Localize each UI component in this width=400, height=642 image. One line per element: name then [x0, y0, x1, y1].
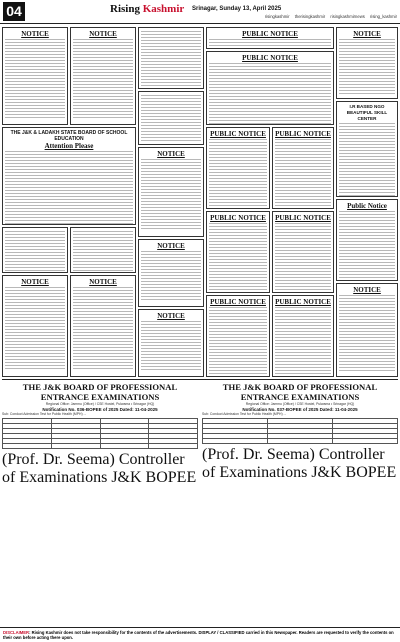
- bopee-address: Regional Office: Jammu (Office) / CSE Hostel, Pulwama • Srinagar (HQ): [245, 402, 355, 406]
- schedule-table: [202, 418, 398, 444]
- notice-title: NOTICE: [21, 29, 49, 38]
- disclaimer-text: Rising Kashmir does not take responsibility for the contents of the advertisements. DISPLAY / CLASSIFIED carried in this Newspaper. Readers are requested to verify the contents on their own before acting there upon.: [3, 630, 394, 640]
- notice-title: NOTICE: [353, 285, 381, 294]
- public-notice: [272, 295, 334, 377]
- public-notice: [206, 127, 270, 209]
- public-notice-title: PUBLIC NOTICE: [210, 213, 266, 222]
- public-notice-title: PUBLIC NOTICE: [242, 29, 298, 38]
- notice-title: NOTICE: [157, 241, 185, 250]
- bopee-notification-right: [202, 382, 398, 623]
- schedule-table: [2, 418, 198, 449]
- disclaimer-label: DISCLAIMER: [3, 630, 30, 635]
- bopee-heading: THE J&K BOARD OF PROFESSIONAL ENTRANCE EXAMINATIONS: [22, 382, 178, 402]
- notice-title: NOTICE: [89, 277, 117, 286]
- skill-center-ad: [336, 101, 398, 197]
- public-notice-title: PUBLIC NOTICE: [275, 129, 331, 138]
- public-notice-title: PUBLIC NOTICE: [275, 297, 331, 306]
- public-notice: [336, 199, 398, 281]
- social-handles: [3, 14, 397, 19]
- public-notice: [206, 295, 270, 377]
- public-notice: [206, 27, 334, 49]
- notice-title: NOTICE: [157, 311, 185, 320]
- classified-notice: [70, 275, 136, 377]
- classified-notice: [70, 227, 136, 273]
- classified-notice: [2, 275, 68, 377]
- public-notice-title: PUBLIC NOTICE: [275, 213, 331, 222]
- classified-notice: [138, 91, 204, 145]
- bopee-subject: Sub: Conduct Admission Test for Public Health (MPH) ...: [202, 412, 287, 416]
- classified-notice: [138, 147, 204, 237]
- classified-notice: [138, 239, 204, 307]
- public-notice-title: PUBLIC NOTICE: [210, 129, 266, 138]
- classified-notice: [70, 27, 136, 125]
- notice-title: NOTICE: [21, 277, 49, 286]
- page-number: 04: [3, 2, 25, 21]
- board-title: THE J&K & LADAKH STATE BOARD OF SCHOOL EDUCATION: [10, 129, 128, 142]
- public-notice: [272, 211, 334, 293]
- brand-prefix: Rising: [110, 3, 140, 15]
- bopee-subject: Sub: Conduct Admission Test for Public Health (MPH) ...: [2, 412, 87, 416]
- social-handle: risingkashmirnews: [330, 14, 365, 19]
- public-notice-title: Public Notice: [347, 201, 387, 210]
- classified-notice: [336, 27, 398, 99]
- bopee-notification-left: [2, 382, 198, 623]
- controller-signature: (Prof. Dr. Seema) Controller of Examinations J&K BOPEE: [202, 446, 397, 481]
- public-notice: [272, 127, 334, 209]
- notification-number: Notification No. 037-BOPEE of 2025 Dated: 11-04-2025: [242, 407, 358, 412]
- classified-notice: [2, 27, 68, 125]
- bopee-heading: THE J&K BOARD OF PROFESSIONAL ENTRANCE EXAMINATIONS: [222, 382, 378, 402]
- social-handle: rising_kashmir: [370, 14, 397, 19]
- notice-title: NOTICE: [353, 29, 381, 38]
- board-notice: [2, 127, 136, 225]
- classified-notice: [138, 27, 204, 89]
- disclaimer-bar: DISCLAIMER: Rising Kashmir does not take responsibility for the contents of the advertisements. DISPLAY / CLASSIFIED carried in this Newspaper. Readers are requested to verify the contents on their own before acting there upon.: [0, 627, 400, 642]
- public-notice: [206, 211, 270, 293]
- edition-date: Srinagar, Sunday 13, April 2025: [192, 6, 282, 12]
- social-handle: therisingkashmir: [294, 14, 326, 19]
- brand-name: Kashmir: [142, 3, 185, 15]
- public-notice-title: PUBLIC NOTICE: [210, 297, 266, 306]
- controller-signature: (Prof. Dr. Seema) Controller of Examinations J&K BOPEE: [2, 451, 197, 486]
- page-header: [0, 0, 400, 24]
- classified-notice: [138, 309, 204, 377]
- public-notice: [206, 51, 334, 125]
- skill-center-title: I.R BASED NGO BEAUTIFUL SKILL CENTER: [346, 103, 388, 121]
- bopee-section: [2, 379, 398, 623]
- notice-title: NOTICE: [89, 29, 117, 38]
- classified-notice: [2, 227, 68, 273]
- notice-title: NOTICE: [157, 149, 185, 158]
- bopee-address: Regional Office: Jammu (Office) / CSE Hostel, Pulwama • Srinagar (HQ): [45, 402, 155, 406]
- classified-notice: [336, 283, 398, 377]
- attention-title: Attention Please: [44, 141, 94, 150]
- notification-number: Notification No. 036-BOPEE of 2025 Dated: 11-04-2025: [42, 407, 158, 412]
- public-notice-title: PUBLIC NOTICE: [242, 53, 298, 62]
- social-handle: risingkashmir: [264, 14, 290, 19]
